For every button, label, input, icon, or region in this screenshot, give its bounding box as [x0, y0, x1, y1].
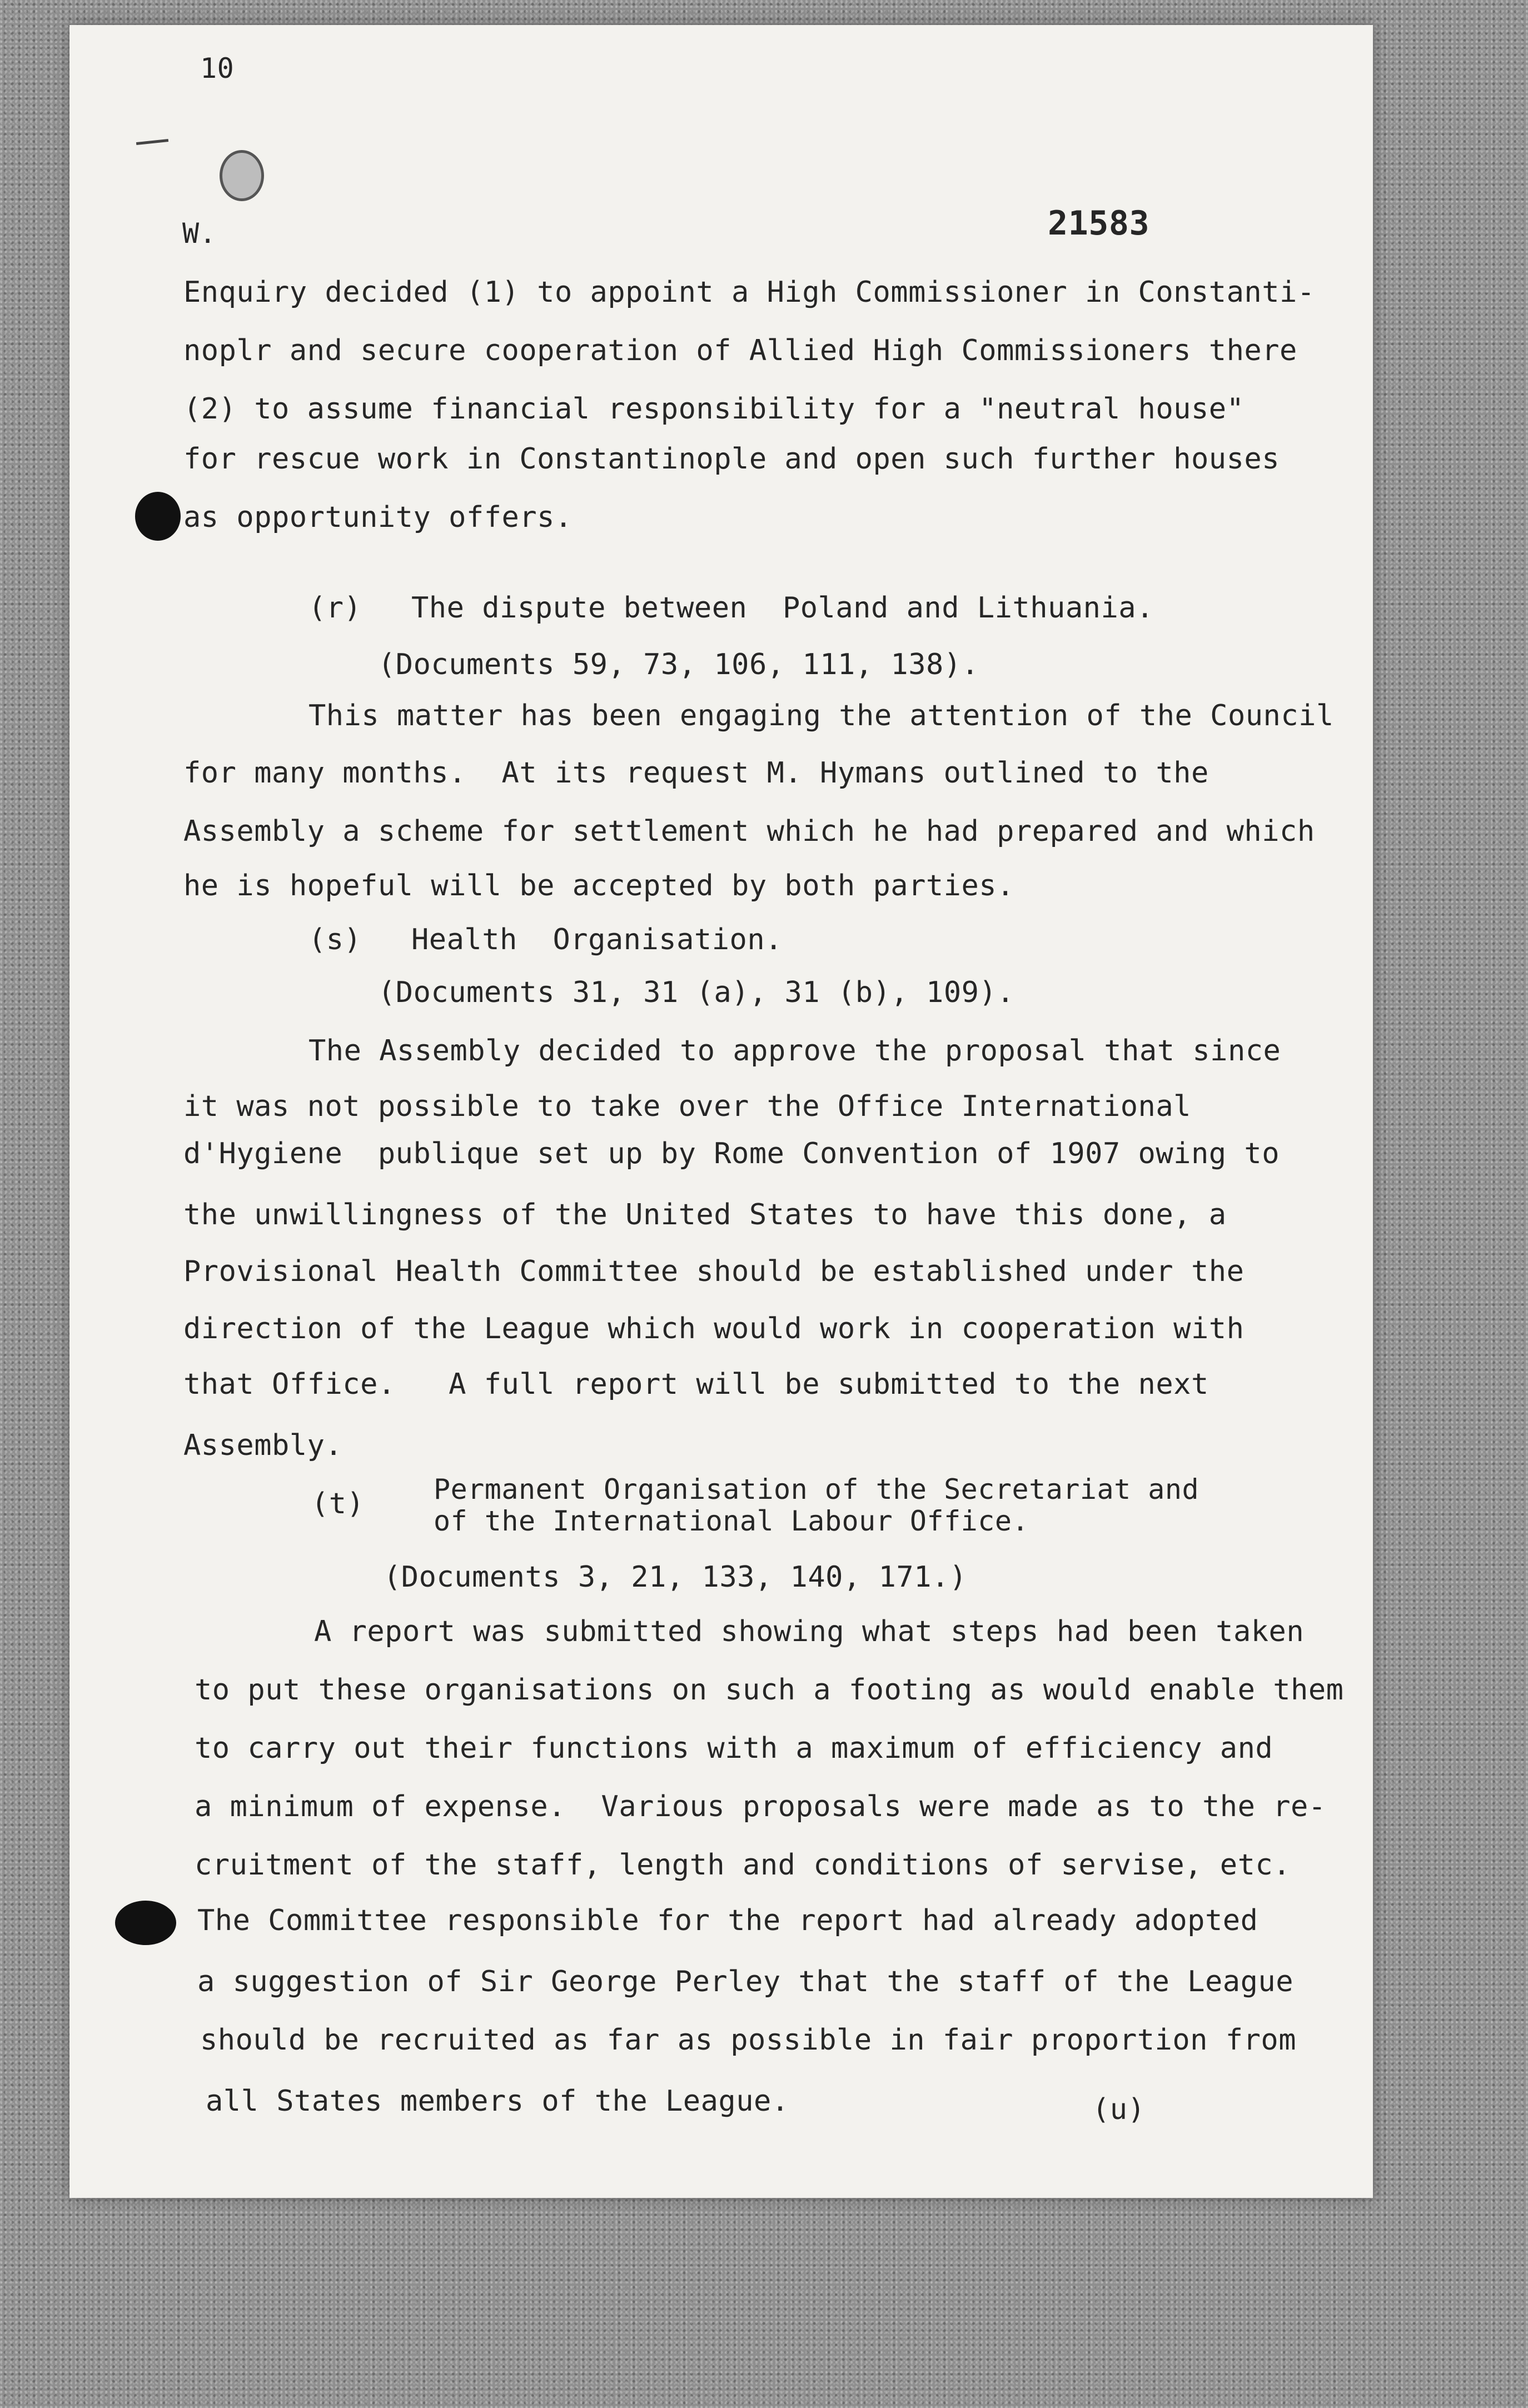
intro-line: noplr and secure cooperation of Allied High Commissioners there	[183, 334, 1297, 367]
initial-marker: W.	[182, 217, 217, 250]
paragraph-line: Assembly a scheme for settlement which he had prepared and which	[183, 815, 1315, 848]
paragraph-line: a suggestion of Sir George Perley that the staff of the League	[197, 1965, 1294, 1998]
intro-line: as opportunity offers.	[183, 501, 573, 534]
paragraph-line: it was not possible to take over the Office International	[183, 1090, 1191, 1123]
document-number: 21583	[1048, 204, 1150, 243]
paragraph-line: the unwillingness of the United States to have this done, a	[183, 1198, 1227, 1232]
paragraph-line: to carry out their functions with a maximum of efficiency and	[195, 1732, 1273, 1765]
section-documents-r: (Documents 59, 73, 106, 111, 138).	[378, 648, 979, 681]
paragraph-line: a minimum of expense. Various proposals were made as to the re-	[195, 1790, 1326, 1823]
paragraph-line: all States members of the League.	[206, 2085, 789, 2118]
section-heading-t: of the International Labour Office.	[434, 1505, 1029, 1537]
paragraph-line: This matter has been engaging the attention of the Council	[308, 699, 1334, 732]
section-heading-s: Health Organisation.	[411, 923, 783, 956]
paragraph-line: that Office. A full report will be submitted to the next	[183, 1368, 1209, 1401]
paragraph-line: he is hopeful will be accepted by both parties.	[183, 869, 1014, 903]
section-letter-s: (s)	[308, 923, 362, 956]
punch-hole	[135, 492, 181, 541]
section-heading-t: Permanent Organisation of the Secretariat and	[434, 1473, 1199, 1505]
paragraph-line: d'Hygiene publique set up by Rome Convention of 1907 owing to	[183, 1137, 1280, 1170]
section-letter-r: (r)	[308, 591, 362, 625]
punch-hole	[115, 1901, 176, 1945]
intro-line: (2) to assume financial responsibility for a "neutral house"	[183, 392, 1245, 426]
paragraph-line: cruitment of the staff, length and conditions of servise, etc.	[195, 1848, 1291, 1882]
punch-hole-ring	[220, 150, 264, 201]
paragraph-line: direction of the League which would work in cooperation with	[183, 1312, 1245, 1345]
paragraph-line: Provisional Health Committee should be established under the	[183, 1255, 1245, 1288]
paragraph-line: A report was submitted showing what steps had been taken	[314, 1615, 1305, 1648]
next-section-marker: (u)	[1092, 2093, 1146, 2126]
paragraph-line: Assembly.	[183, 1429, 343, 1462]
paragraph-line: should be recruited as far as possible in fair proportion from	[200, 2023, 1297, 2057]
pen-mark	[136, 139, 168, 145]
paragraph-line: for many months. At its request M. Hymans outlined to the	[183, 756, 1209, 790]
paragraph-line: The Assembly decided to approve the proposal that since	[308, 1034, 1281, 1068]
intro-line: for rescue work in Constantinople and open such further houses	[183, 442, 1280, 476]
paragraph-line: to put these organisations on such a footing as would enable them	[195, 1673, 1344, 1707]
section-letter-t: (t)	[311, 1487, 365, 1520]
section-documents-t: (Documents 3, 21, 133, 140, 171.)	[384, 1561, 967, 1594]
page-number: 10	[200, 52, 235, 84]
section-heading-r: The dispute between Poland and Lithuania.	[411, 591, 1154, 625]
intro-line: Enquiry decided (1) to appoint a High Commissioner in Constanti-	[183, 276, 1315, 309]
section-documents-s: (Documents 31, 31 (a), 31 (b), 109).	[378, 976, 1015, 1009]
paragraph-line: The Committee responsible for the report had already adopted	[197, 1904, 1258, 1937]
